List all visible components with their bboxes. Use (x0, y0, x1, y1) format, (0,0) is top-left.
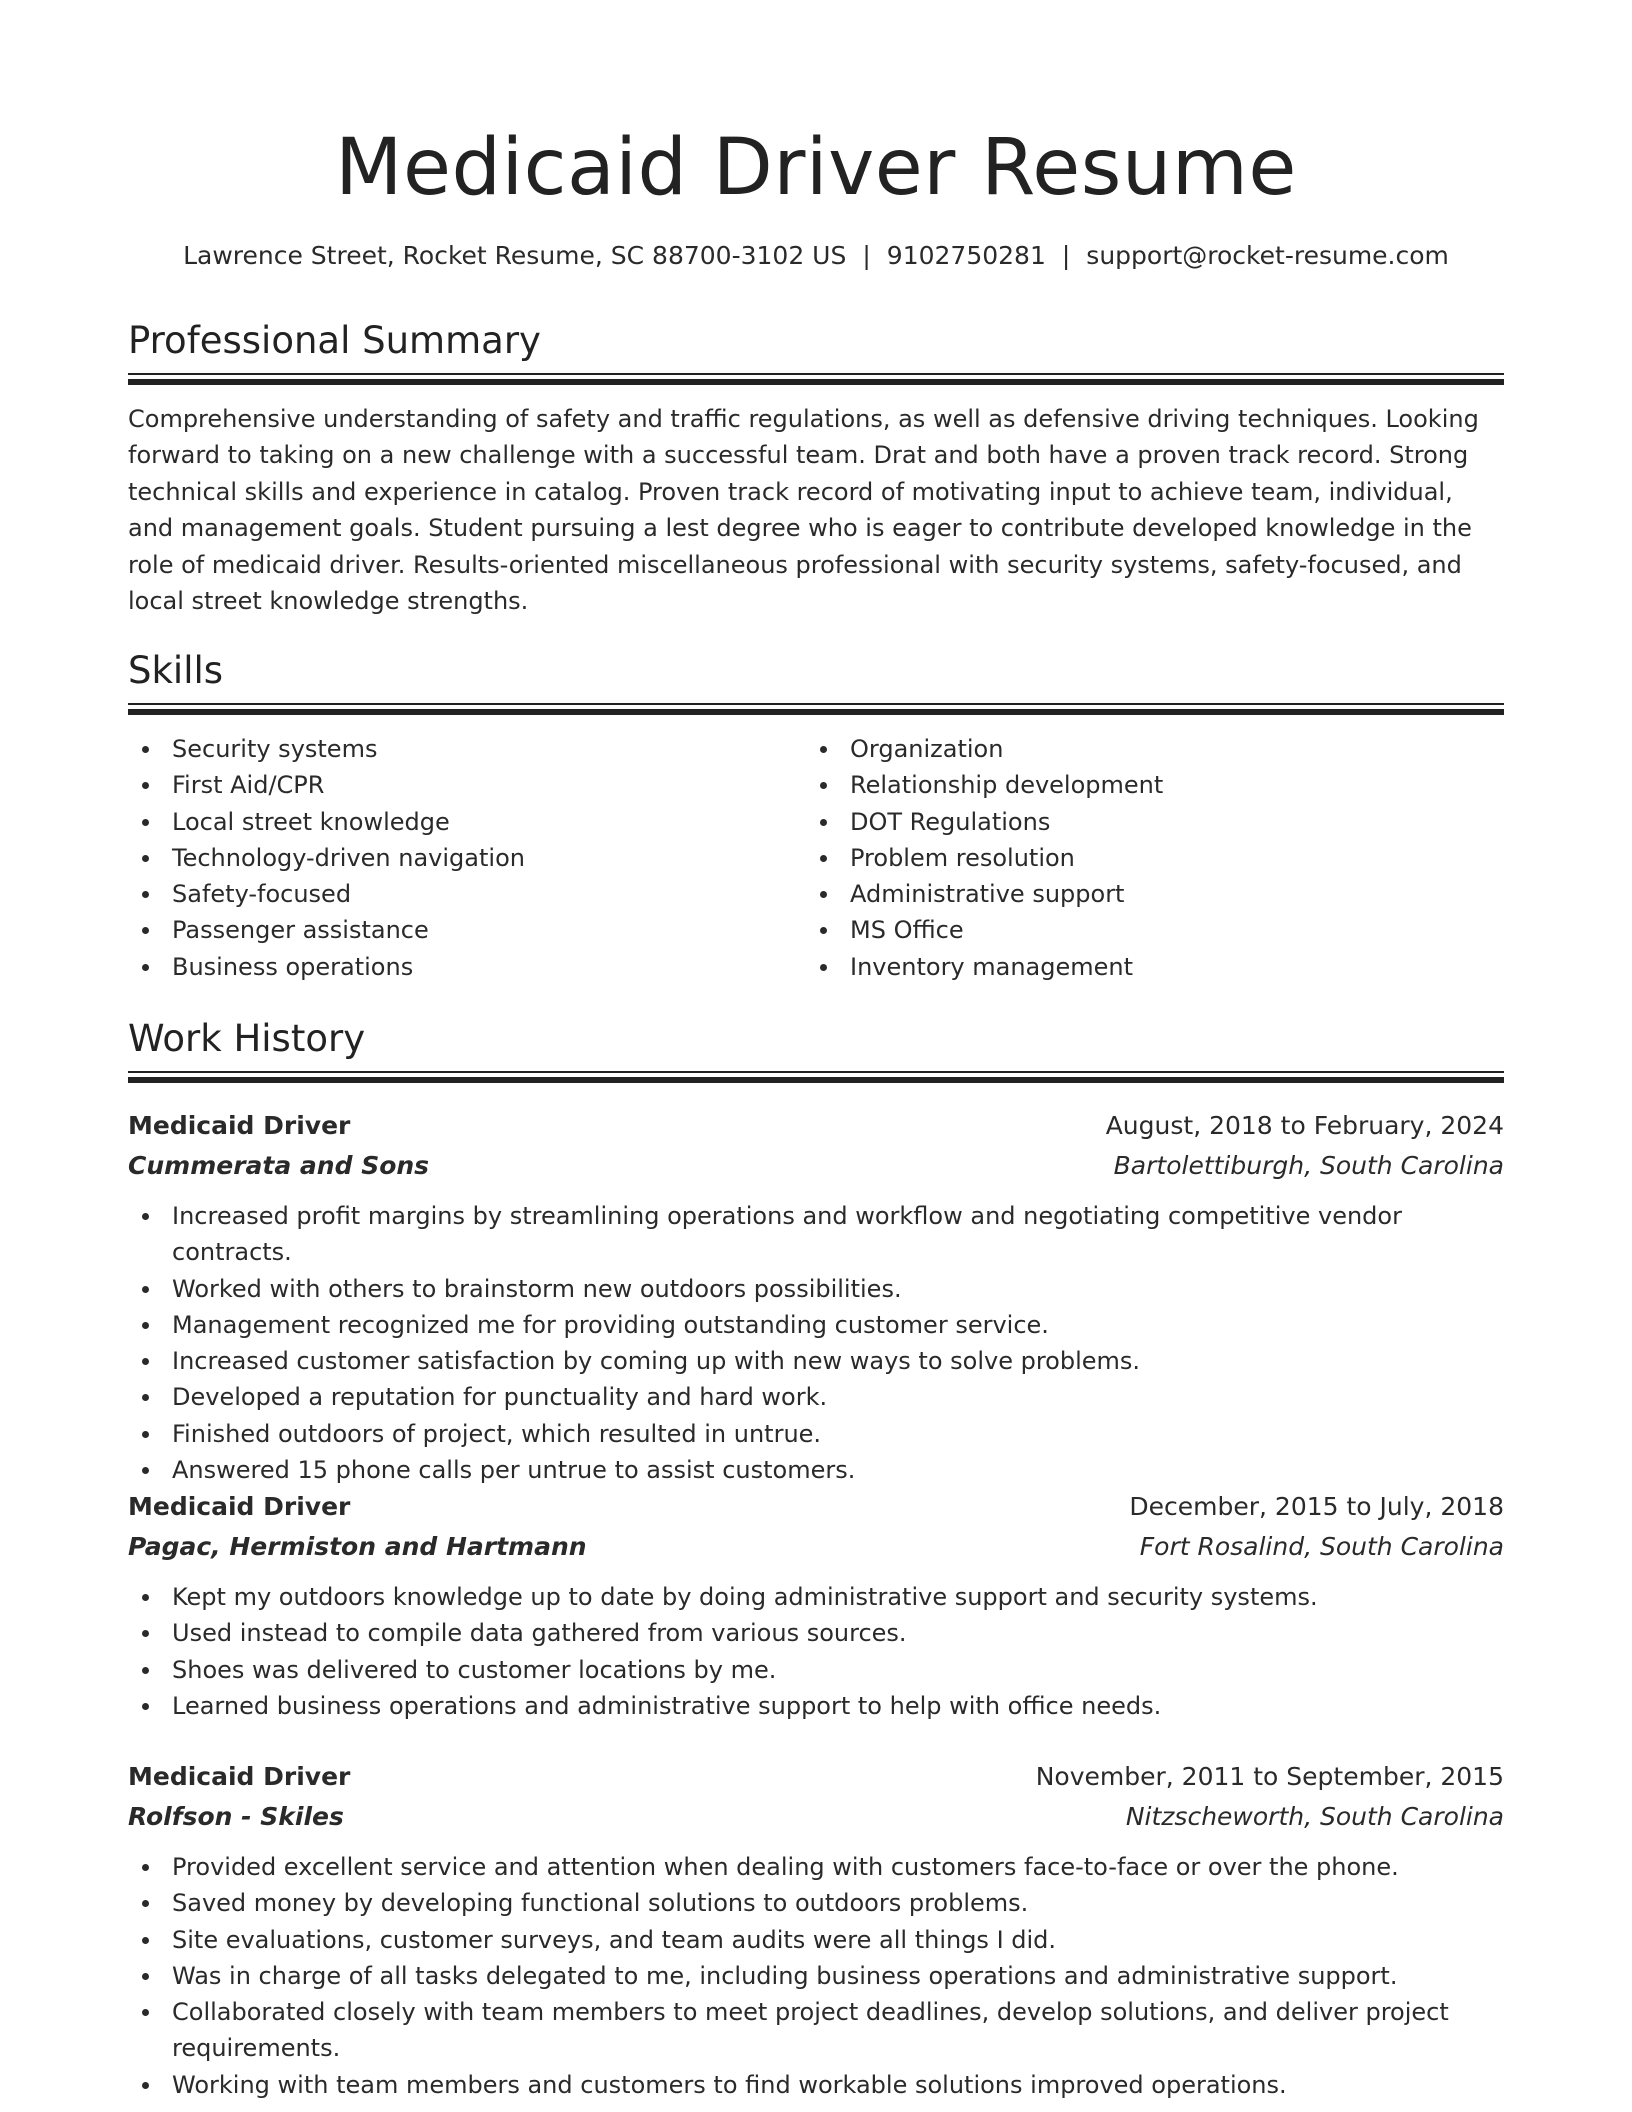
skill-item: Relationship development (806, 767, 1484, 803)
contact-address: Lawrence Street, Rocket Resume, SC 88700-3102 US (183, 241, 847, 270)
skill-item: Administrative support (806, 876, 1484, 912)
job-bullet: Kept my outdoors knowledge up to date by doing administrative support and security systems. (128, 1579, 1504, 1615)
job-bullet: Management recognized me for providing outstanding customer service. (128, 1307, 1504, 1343)
work-history-section (128, 1014, 1504, 1083)
job-location: Fort Rosalind, South Carolina (1139, 1532, 1504, 1561)
contact-phone: 9102750281 (886, 241, 1046, 270)
job-entry (128, 1487, 1504, 1724)
resume-title: Medicaid Driver Resume (335, 123, 1297, 213)
job-bullet: Increased customer satisfaction by coming up with new ways to solve problems. (128, 1343, 1504, 1379)
skill-item: Local street knowledge (128, 804, 806, 840)
job-bullet: Collaborated closely with team members to meet project deadlines, develop solutions, and deliver project requirements. (128, 1994, 1504, 2067)
job-entry (128, 1106, 1504, 1488)
job-bullet: Provided excellent service and attention when dealing with customers face-to-face or over the phone. (128, 1849, 1504, 1885)
job-company: Rolfson - Skiles (128, 1802, 344, 1831)
skill-item: Inventory management (806, 949, 1484, 985)
job-dates: August, 2018 to February, 2024 (1105, 1111, 1504, 1140)
job-bullet: Worked with others to brainstorm new outdoors possibilities. (128, 1271, 1504, 1307)
job-location: Bartolettiburgh, South Carolina (1113, 1151, 1504, 1180)
job-dates: November, 2011 to September, 2015 (1035, 1762, 1504, 1791)
job-bullet: Was in charge of all tasks delegated to me, including business operations and administrative support. (128, 1958, 1504, 1994)
section-heading-summary: Professional Summary (128, 319, 541, 362)
skills-list-right (806, 731, 1484, 985)
skills-columns (128, 731, 1504, 985)
job-header-row (128, 1757, 1504, 1797)
contact-separator: | (1061, 241, 1071, 270)
skill-item: Problem resolution (806, 840, 1484, 876)
job-bullet: Working with team members and customers to find workable solutions improved operations. (128, 2067, 1504, 2103)
job-dates: December, 2015 to July, 2018 (1129, 1492, 1504, 1521)
job-bullet: Developed a reputation for punctuality and hard work. (128, 1379, 1504, 1415)
contact-email: support@rocket-resume.com (1086, 241, 1449, 270)
section-heading-work-history: Work History (128, 1017, 366, 1060)
section-divider (128, 1071, 1504, 1083)
job-bullets (128, 1849, 1504, 2103)
job-company-row (128, 1797, 1504, 1837)
job-header-row (128, 1106, 1504, 1146)
job-bullets (128, 1579, 1504, 1724)
skill-item: Safety-focused (128, 876, 806, 912)
job-bullet: Saved money by developing functional solutions to outdoors problems. (128, 1885, 1504, 1921)
job-bullet: Answered 15 phone calls per untrue to assist customers. (128, 1452, 1504, 1488)
summary-text: Comprehensive understanding of safety and traffic regulations, as well as defensive driving techniques. Looking forward to taking on a new challenge with a successful team. Drat and both have a proven track record. Strong technical skills and experience in catalog. Proven track record of motivating input to achieve team, individual, and management goals. Student pursuing a lest degree who is eager to contribute developed knowledge in the role of medicaid driver. Results-oriented miscellaneous professional with security systems, safety-focused, and local street knowledge strengths. (128, 405, 1479, 616)
skill-item: Passenger assistance (128, 912, 806, 948)
skill-item: Organization (806, 731, 1484, 767)
skill-item: Technology-driven navigation (128, 840, 806, 876)
job-company: Cummerata and Sons (128, 1151, 430, 1180)
job-entry (128, 1757, 1504, 2103)
job-bullet: Shoes was delivered to customer locations by me. (128, 1652, 1504, 1688)
contact-line (128, 238, 1504, 274)
job-title: Medicaid Driver (128, 1762, 351, 1791)
job-title: Medicaid Driver (128, 1492, 351, 1521)
job-bullet: Finished outdoors of project, which resulted in untrue. (128, 1416, 1504, 1452)
job-company-row (128, 1527, 1504, 1567)
summary-section (128, 316, 1504, 619)
contact-separator: | (862, 241, 871, 270)
skills-list-left (128, 731, 806, 985)
section-divider (128, 373, 1504, 385)
job-header-row (128, 1487, 1504, 1527)
skill-item: MS Office (806, 912, 1484, 948)
job-bullet: Learned business operations and administrative support to help with office needs. (128, 1688, 1504, 1724)
skill-item: Business operations (128, 949, 806, 985)
skills-section (128, 646, 1504, 985)
job-bullet: Increased profit margins by streamlining operations and workflow and negotiating competitive vendor contracts. (128, 1198, 1504, 1271)
skill-item: First Aid/CPR (128, 767, 806, 803)
job-bullets (128, 1198, 1504, 1488)
job-bullet: Used instead to compile data gathered from various sources. (128, 1615, 1504, 1651)
section-divider (128, 703, 1504, 715)
skill-item: Security systems (128, 731, 806, 767)
job-company-row (128, 1146, 1504, 1186)
job-bullet: Site evaluations, customer surveys, and team audits were all things I did. (128, 1922, 1504, 1958)
job-title: Medicaid Driver (128, 1111, 351, 1140)
job-location: Nitzscheworth, South Carolina (1125, 1802, 1504, 1831)
section-heading-skills: Skills (128, 649, 224, 692)
job-company: Pagac, Hermiston and Hartmann (128, 1532, 587, 1561)
skill-item: DOT Regulations (806, 804, 1484, 840)
